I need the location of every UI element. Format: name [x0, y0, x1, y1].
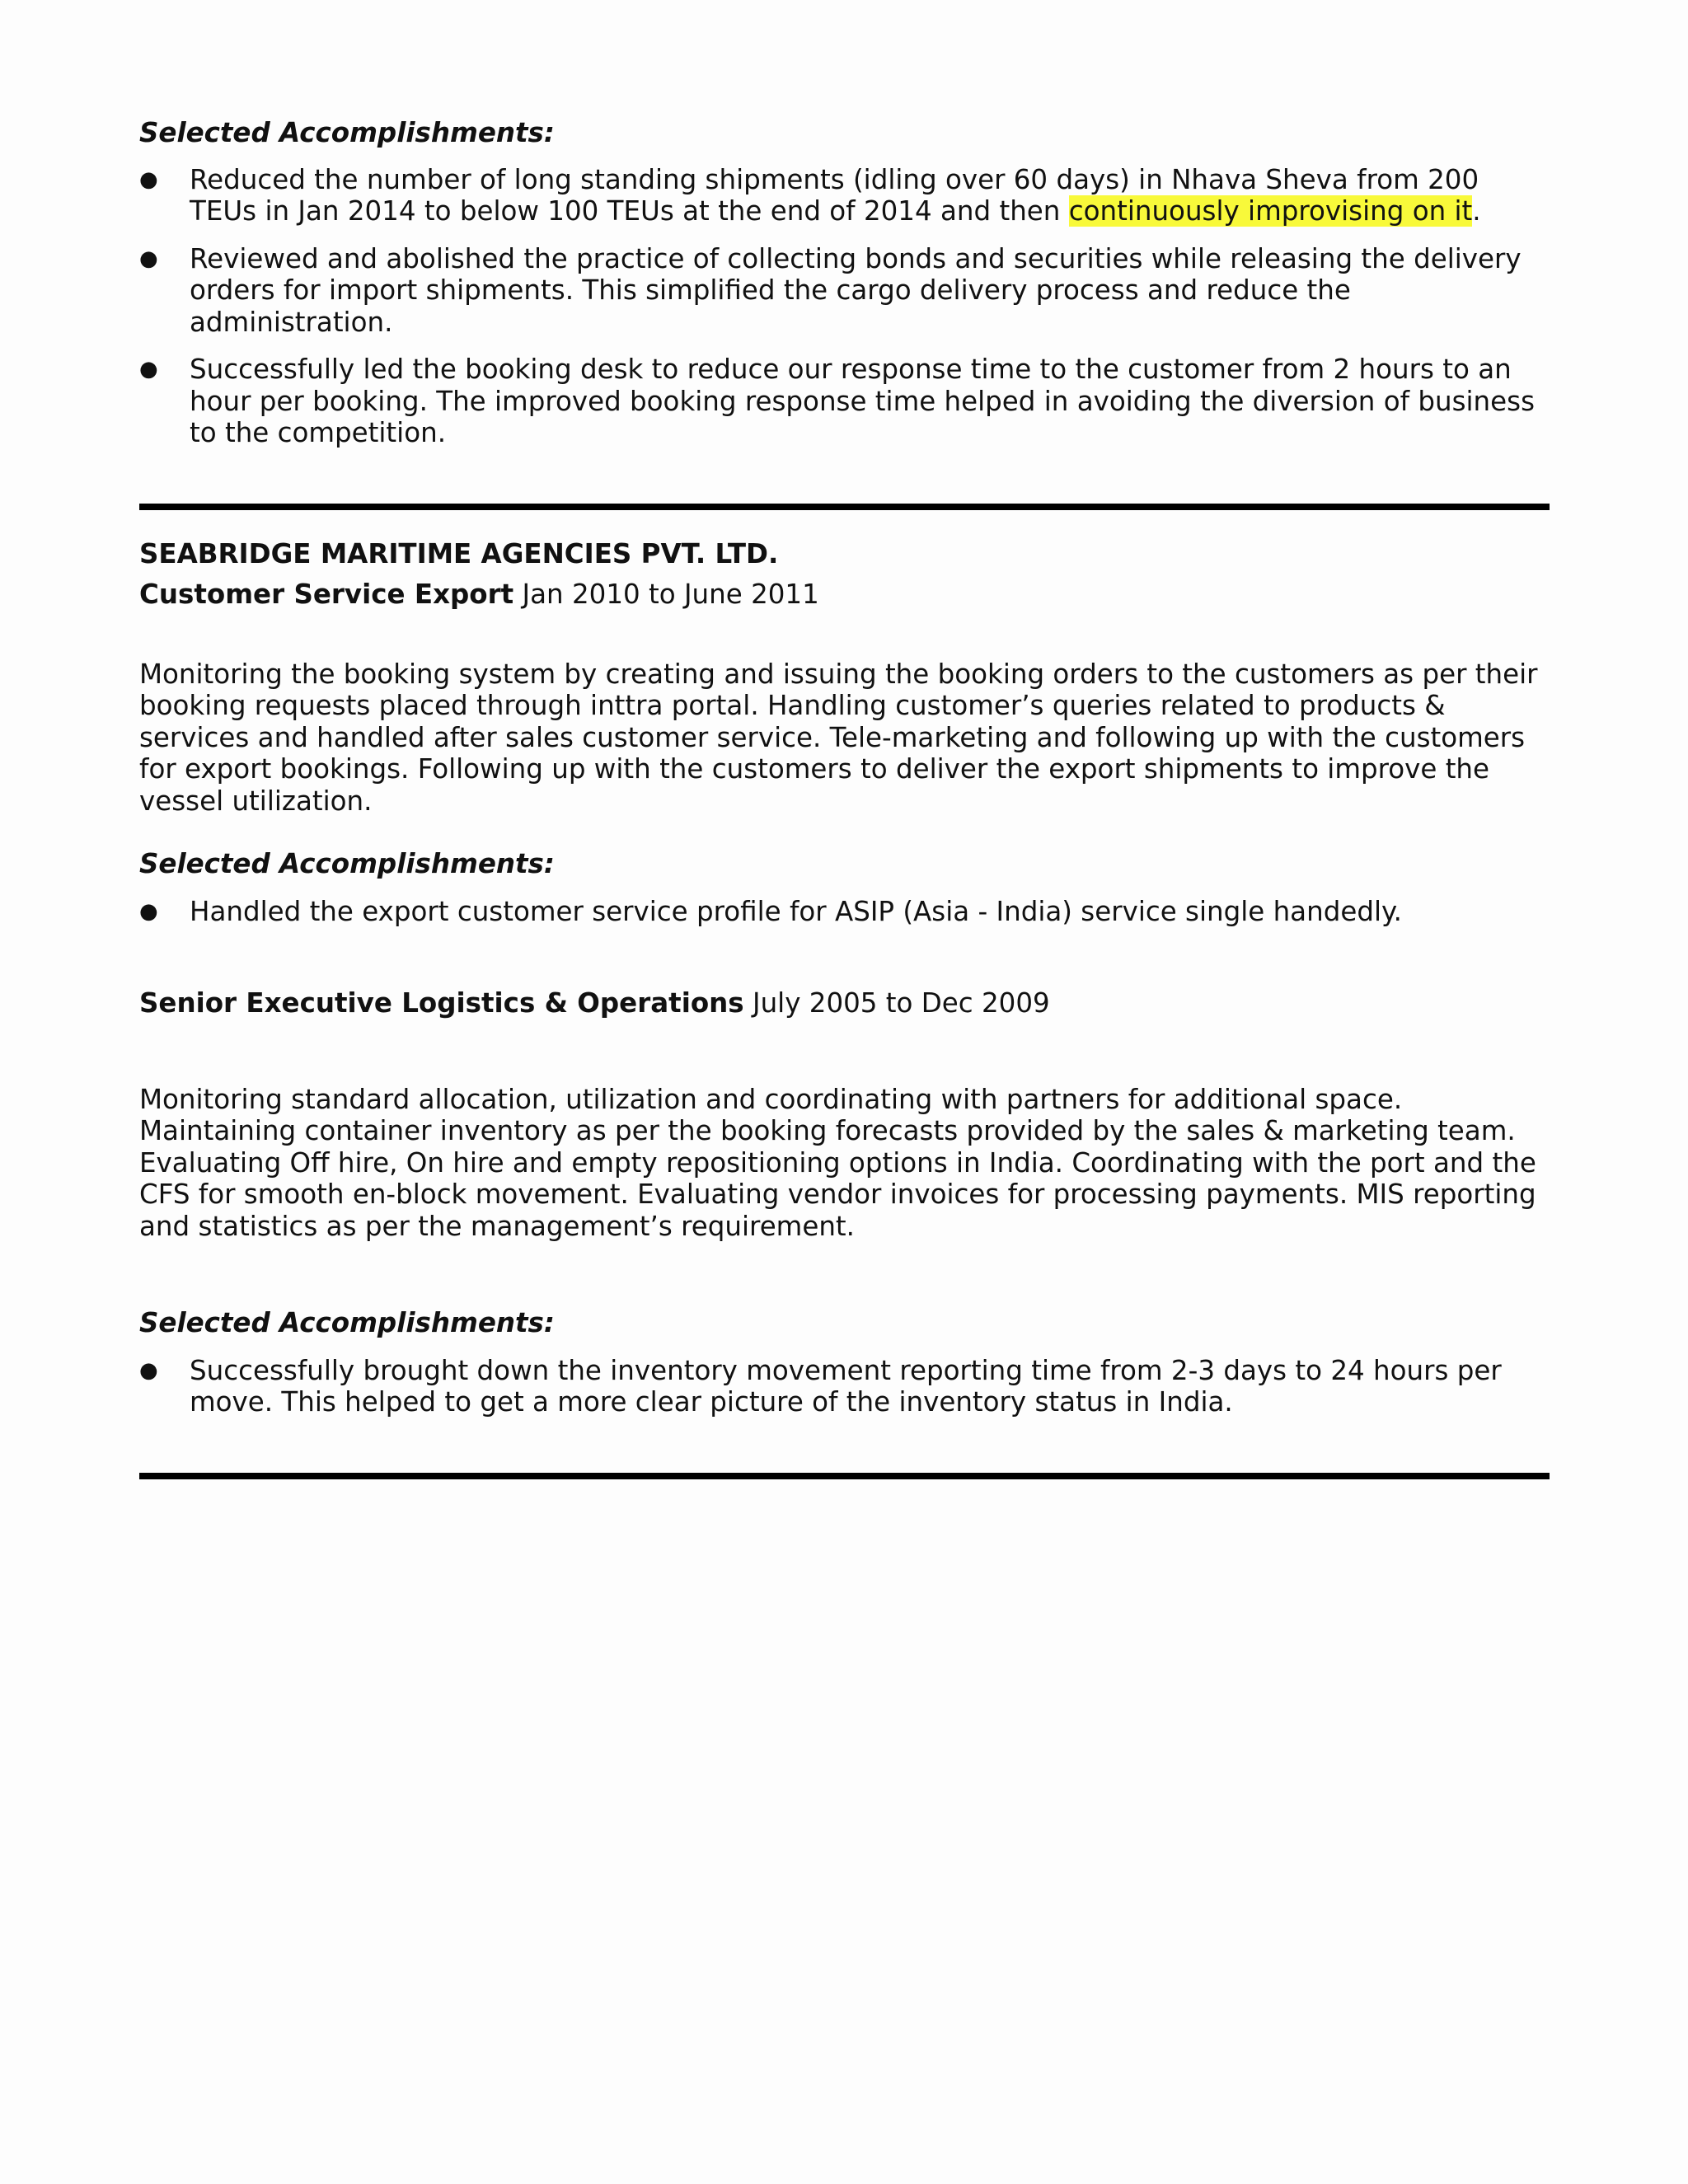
accomplishments-heading: Selected Accomplishments:: [139, 117, 555, 148]
role-title: Customer Service Export: [139, 579, 514, 610]
role-title: Senior Executive Logistics & Operations: [139, 987, 744, 1019]
bullet-icon: ●: [139, 166, 158, 192]
role-description: Monitoring the booking system by creating and issuing the booking orders to the customers as per their booking requests placed through inttra portal. Handling customer’s queries related to products & services and handled after sales customer service. Tele-marketing and following up with the customers for export bookings. Following up with the customers to deliver the export shipments to improve the vessel utilization.: [139, 658, 1538, 817]
resume-content: [139, 117, 1550, 1479]
role-dates: July 2005 to Dec 2009: [743, 987, 1050, 1019]
role-description: Monitoring standard allocation, utilization and coordinating with partners for additional space. Maintaining container inventory as per the booking forecasts provided by the sales & marketing team. Evaluating Off hire, On hire and empty repositioning options in India. Coordinating with the port and the CFS for smooth en-block movement. Evaluating vendor invoices for processing payments. MIS reporting and statistics as per the management’s requirement.: [139, 1083, 1536, 1242]
accomplishments-list: [139, 896, 1550, 928]
list-item: ● Handled the export customer service profile for ASIP (Asia - India) service single handedly.: [139, 895, 1402, 927]
role-title-line: [139, 579, 1550, 611]
bullet-icon: ●: [139, 1357, 158, 1383]
list-item: ● Reduced the number of long standing shipments (idling over 60 days) in Nhava Sheva from 200 TEUs in Jan 2014 to below 100 TEUs at the end of 2014 and then continuously improvising on it.: [139, 163, 1481, 227]
accomplishments-list: [139, 1355, 1550, 1418]
accomplishments-heading: Selected Accomplishments:: [139, 848, 555, 879]
list-item: ● Reviewed and abolished the practice of collecting bonds and securities while releasing the delivery orders for import shipments. This simplified the cargo delivery process and reduce the administration.: [139, 242, 1522, 338]
company-name: SEABRIDGE MARITIME AGENCIES PVT. LTD.: [139, 537, 779, 569]
section-divider: [139, 1473, 1550, 1479]
role-title-line: [139, 987, 1550, 1019]
list-item: ● Successfully led the booking desk to reduce our response time to the customer from 2 hours to an hour per booking. The improved booking response time helped in avoiding the diversion of business to the competition.: [139, 354, 1535, 448]
accomplishments-list: [139, 164, 1550, 449]
bullet-icon: ●: [139, 357, 158, 382]
role-dates: Jan 2010 to June 2011: [513, 579, 819, 610]
section-divider: [139, 504, 1550, 510]
bullet-icon: ●: [139, 246, 158, 271]
list-item: ● Successfully brought down the inventory movement reporting time from 2-3 days to 24 hours per move. This helped to get a more clear picture of the inventory status in India.: [139, 1354, 1502, 1418]
bullet-icon: ●: [139, 898, 158, 924]
highlighted-text: continuously improvising on it: [1068, 195, 1473, 227]
accomplishments-heading: Selected Accomplishments:: [139, 1307, 555, 1338]
